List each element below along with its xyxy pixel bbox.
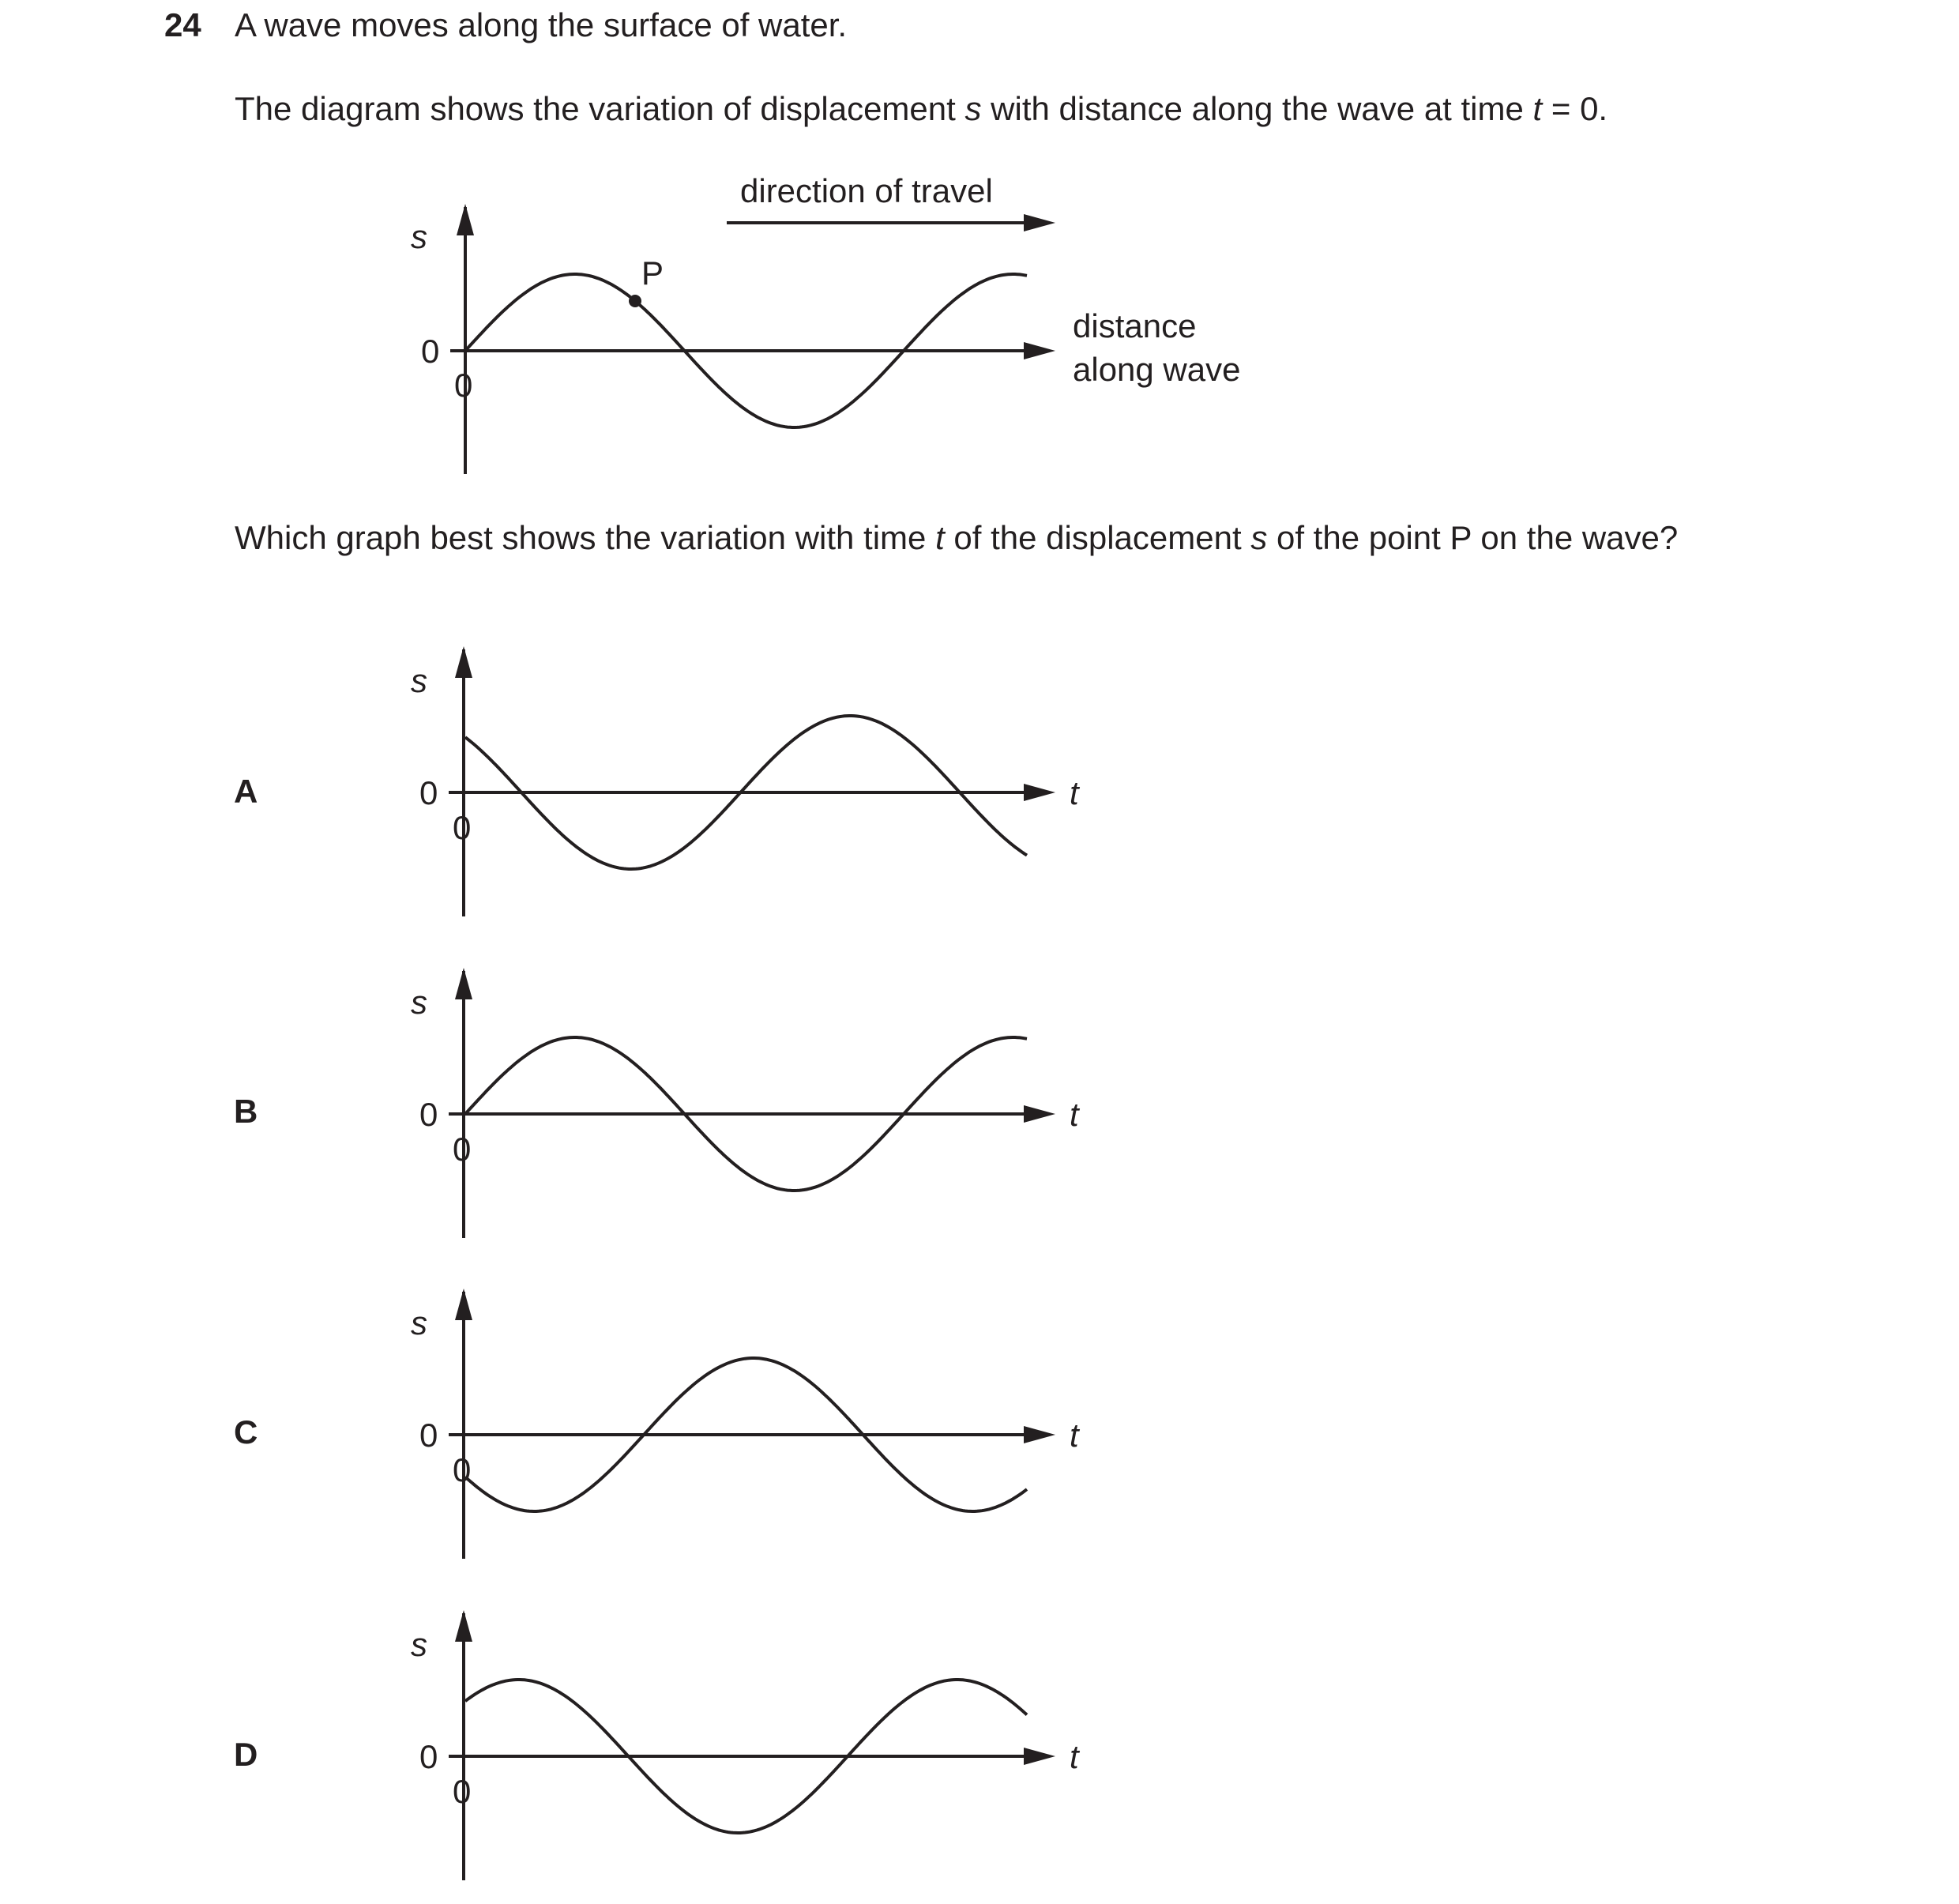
option-b-y-zero: 0 [419,1096,438,1133]
line3-s: s [1250,519,1268,556]
option-a-y-arrowhead [455,646,472,678]
main-direction-arrowhead [1024,214,1055,231]
option-b-graph [411,968,1081,1238]
line3-t: t [935,519,945,556]
option-c-x-label: t [1070,1417,1079,1454]
option-b-x-arrowhead [1024,1105,1055,1123]
line3-a: Which graph best shows the variation with time [235,519,936,556]
option-b-y-arrowhead [455,968,472,999]
option-d-x-label: t [1070,1738,1079,1775]
main-x-axis-arrowhead [1024,342,1055,359]
option-c-y-arrowhead [455,1289,472,1320]
main-y-label: s [411,218,427,255]
line2-t: t [1532,90,1543,127]
line2-post: = 0. [1542,90,1608,127]
option-d-x-arrowhead [1024,1748,1055,1765]
option-b-x-label: t [1070,1096,1079,1133]
distance-label-line-1: distance [1073,307,1197,344]
option-d-y-label: s [411,1626,427,1663]
distance-label-line-2: along wave [1073,351,1241,388]
option-c-y-zero: 0 [419,1417,438,1454]
option-a-x-zero: 0 [453,809,472,846]
option-d-y-zero: 0 [419,1738,438,1775]
option-a-y-zero: 0 [419,774,438,811]
option-c-y-label: s [411,1304,427,1341]
main-x-zero: 0 [454,367,473,404]
option-c-x-zero: 0 [453,1451,472,1488]
line3-b: of the displacement [944,519,1251,556]
direction-of-travel-label: direction of travel [740,172,993,209]
main-y-zero: 0 [421,333,440,370]
option-b-x-zero: 0 [453,1131,472,1168]
option-a-graph [411,646,1081,916]
option-b-y-label: s [411,984,427,1021]
option-d-graph [411,1610,1081,1880]
line2-s: s [964,90,982,127]
option-c-x-arrowhead [1024,1426,1055,1443]
option-letter-a: A [234,773,258,810]
option-letter-c: C [234,1413,258,1451]
option-c-graph [411,1289,1081,1559]
option-letter-d: D [234,1736,258,1773]
option-d-x-zero: 0 [453,1773,472,1810]
line3-c: of the point P on the wave? [1267,519,1679,556]
option-a-y-label: s [411,662,427,699]
option-a-x-label: t [1070,774,1079,811]
question-line-1: A wave moves along the surface of water. [235,6,848,43]
line2-pre: The diagram shows the variation of displacement [235,90,965,127]
question-number: 24 [164,6,201,43]
option-letter-b: B [234,1093,258,1130]
main-wave-diagram [411,172,1240,474]
point-p-marker [629,295,641,307]
main-y-axis-arrowhead [457,204,474,235]
point-p-label: P [641,254,664,292]
option-a-x-arrowhead [1024,784,1055,801]
option-d-y-arrowhead [455,1610,472,1642]
line2-mid: with distance along the wave at time [981,90,1533,127]
